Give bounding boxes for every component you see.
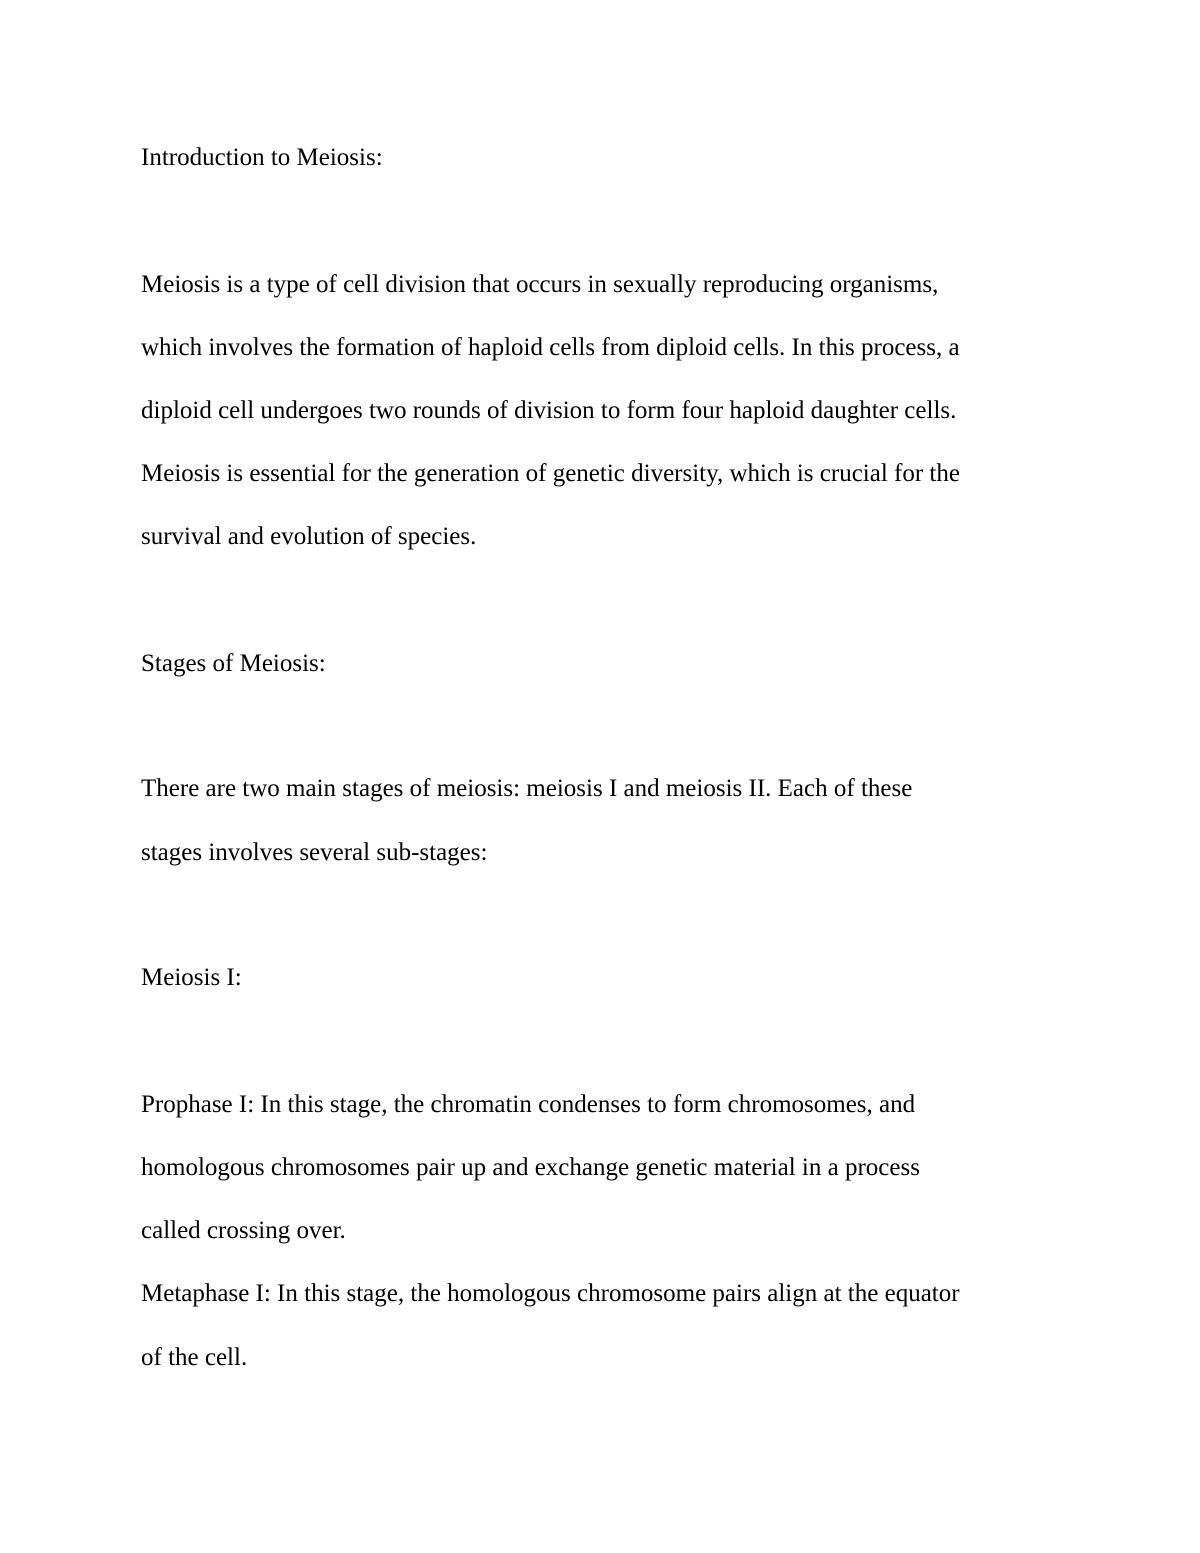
- stages-paragraph-line: stages involves several sub-stages:: [141, 839, 488, 866]
- metaphase-1-line: Metaphase I: In this stage, the homologous chromosome pairs align at the equator: [141, 1280, 960, 1307]
- prophase-1-line: homologous chromosomes pair up and exchange genetic material in a process: [141, 1154, 920, 1181]
- prophase-1-line: called crossing over.: [141, 1217, 346, 1244]
- intro-paragraph-line: which involves the formation of haploid cells from diploid cells. In this process, a: [141, 334, 960, 361]
- stages-paragraph-line: There are two main stages of meiosis: meiosis I and meiosis II. Each of these: [141, 775, 913, 802]
- intro-paragraph-line: Meiosis is essential for the generation of genetic diversity, which is crucial for the: [141, 460, 960, 487]
- intro-paragraph-line: survival and evolution of species.: [141, 523, 477, 550]
- stages-heading: Stages of Meiosis:: [141, 650, 326, 677]
- intro-paragraph-line: diploid cell undergoes two rounds of division to form four haploid daughter cells.: [141, 397, 957, 424]
- intro-heading: Introduction to Meiosis:: [141, 144, 383, 171]
- meiosis-1-heading: Meiosis I:: [141, 964, 242, 991]
- prophase-1-line: Prophase I: In this stage, the chromatin condenses to form chromosomes, and: [141, 1091, 916, 1118]
- intro-paragraph-line: Meiosis is a type of cell division that occurs in sexually reproducing organisms,: [141, 271, 939, 298]
- metaphase-1-line: of the cell.: [141, 1344, 248, 1371]
